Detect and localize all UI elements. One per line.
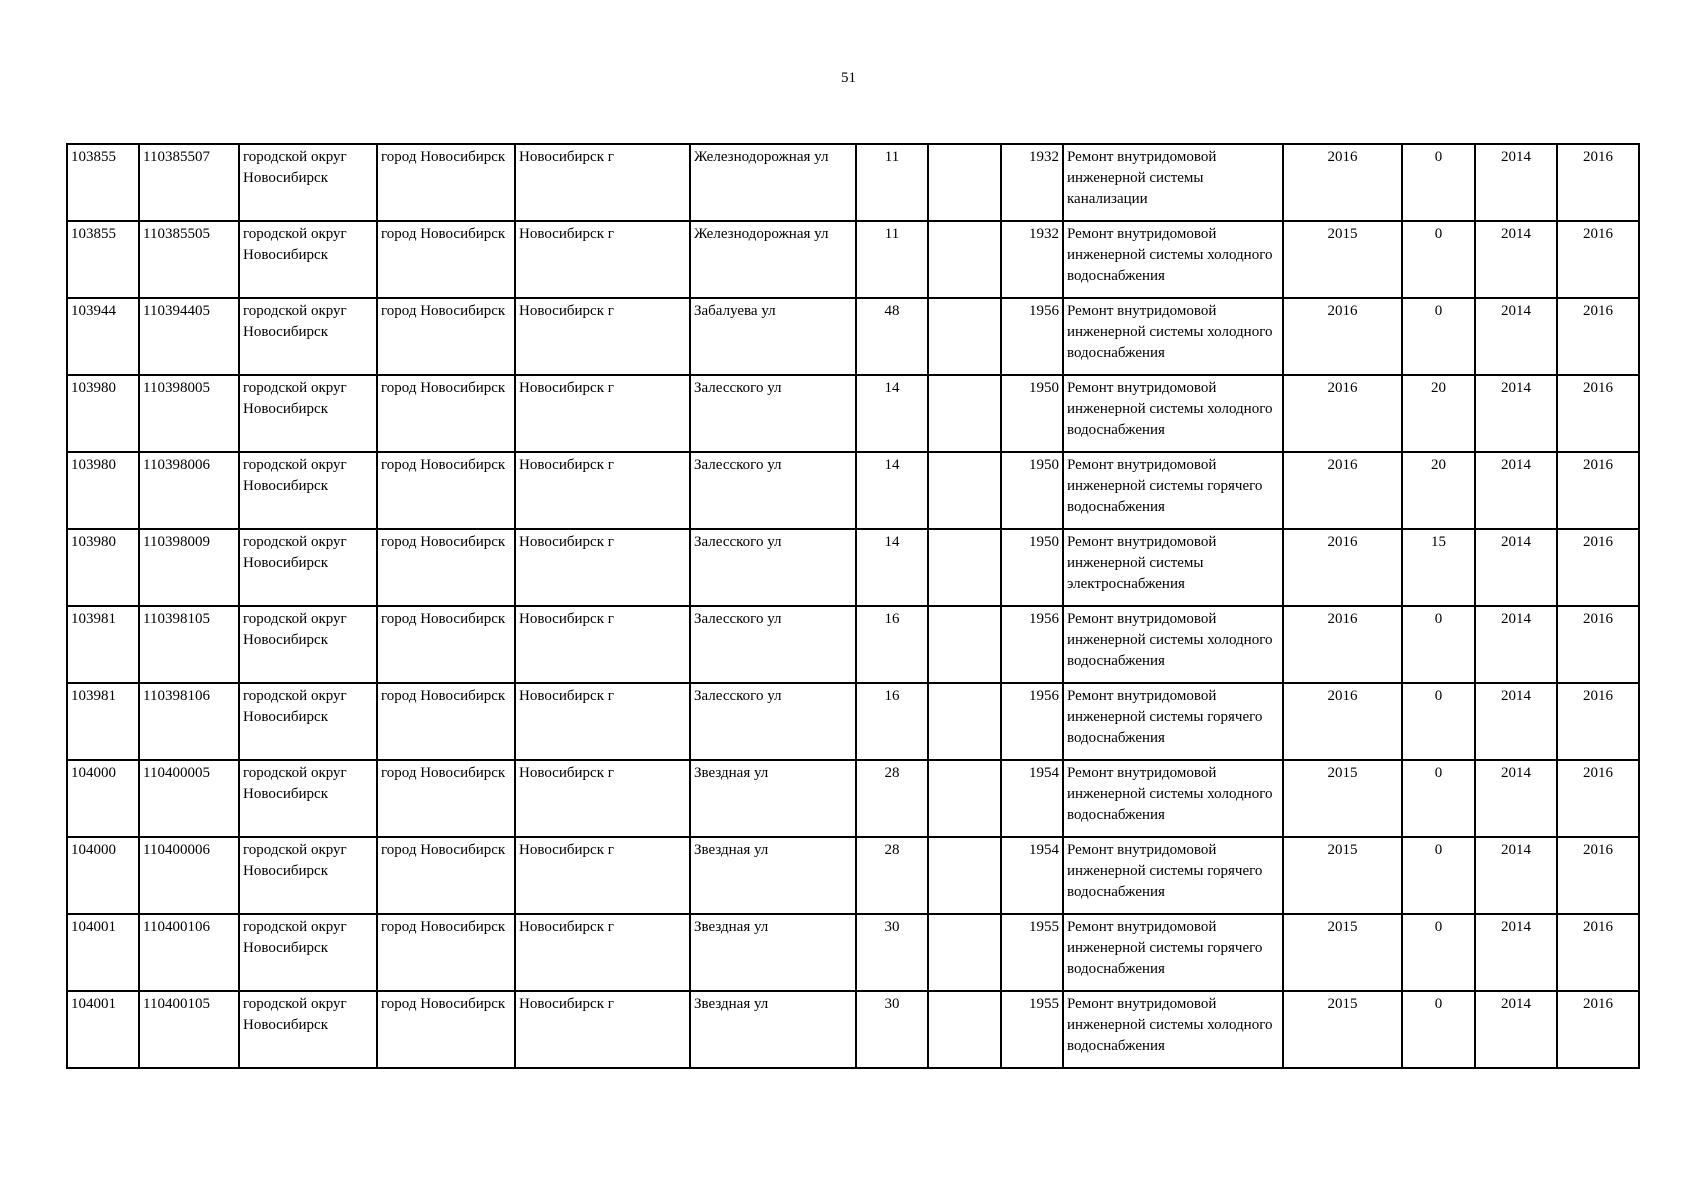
- table-row: [67, 298, 1639, 375]
- street-cell: Залесского ул: [690, 452, 856, 529]
- street-cell: Залесского ул: [690, 606, 856, 683]
- street-cell: Железнодорожная ул: [690, 221, 856, 298]
- house-number-cell: 14: [856, 375, 928, 452]
- work-type-cell: Ремонт внутридомовой инженерной системы холодного водоснабжения: [1063, 298, 1283, 375]
- house-id-cell: 103855: [67, 221, 139, 298]
- period-start-cell: 2014: [1475, 375, 1557, 452]
- building-corpus-cell: [928, 298, 1001, 375]
- house-id-cell: 103944: [67, 298, 139, 375]
- work-code-cell: 110400106: [139, 914, 239, 991]
- municipal-district-cell: городской округ Новосибирск: [239, 452, 377, 529]
- wear-percent-cell: 0: [1402, 144, 1475, 221]
- construction-year-cell: 1956: [1001, 683, 1063, 760]
- house-number-cell: 16: [856, 683, 928, 760]
- street-cell: Залесского ул: [690, 683, 856, 760]
- house-id-cell: 103981: [67, 683, 139, 760]
- settlement-cell: город Новосибирск: [377, 452, 515, 529]
- work-type-cell: Ремонт внутридомовой инженерной системы холодного водоснабжения: [1063, 221, 1283, 298]
- building-corpus-cell: [928, 991, 1001, 1068]
- building-corpus-cell: [928, 760, 1001, 837]
- city-cell: Новосибирск г: [515, 529, 690, 606]
- construction-year-cell: 1955: [1001, 991, 1063, 1068]
- planned-year-cell: 2016: [1283, 375, 1402, 452]
- planned-year-cell: 2016: [1283, 683, 1402, 760]
- street-cell: Железнодорожная ул: [690, 144, 856, 221]
- house-number-cell: 28: [856, 760, 928, 837]
- city-cell: Новосибирск г: [515, 144, 690, 221]
- building-corpus-cell: [928, 837, 1001, 914]
- period-start-cell: 2014: [1475, 914, 1557, 991]
- building-corpus-cell: [928, 144, 1001, 221]
- construction-year-cell: 1956: [1001, 606, 1063, 683]
- planned-year-cell: 2016: [1283, 144, 1402, 221]
- house-id-cell: 103981: [67, 606, 139, 683]
- period-start-cell: 2014: [1475, 144, 1557, 221]
- wear-percent-cell: 0: [1402, 991, 1475, 1068]
- settlement-cell: город Новосибирск: [377, 837, 515, 914]
- work-type-cell: Ремонт внутридомовой инженерной системы горячего водоснабжения: [1063, 914, 1283, 991]
- period-start-cell: 2014: [1475, 606, 1557, 683]
- period-start-cell: 2014: [1475, 683, 1557, 760]
- planned-year-cell: 2015: [1283, 221, 1402, 298]
- house-id-cell: 103980: [67, 529, 139, 606]
- period-start-cell: 2014: [1475, 991, 1557, 1068]
- work-type-cell: Ремонт внутридомовой инженерной системы холодного водоснабжения: [1063, 375, 1283, 452]
- period-start-cell: 2014: [1475, 452, 1557, 529]
- construction-year-cell: 1950: [1001, 452, 1063, 529]
- construction-year-cell: 1954: [1001, 760, 1063, 837]
- period-end-cell: 2016: [1557, 683, 1639, 760]
- period-start-cell: 2014: [1475, 298, 1557, 375]
- building-corpus-cell: [928, 606, 1001, 683]
- period-end-cell: 2016: [1557, 144, 1639, 221]
- table-row: [67, 452, 1639, 529]
- table-row: [67, 991, 1639, 1068]
- house-number-cell: 14: [856, 452, 928, 529]
- table-row: [67, 144, 1639, 221]
- work-code-cell: 110394405: [139, 298, 239, 375]
- municipal-district-cell: городской округ Новосибирск: [239, 298, 377, 375]
- municipal-district-cell: городской округ Новосибирск: [239, 914, 377, 991]
- settlement-cell: город Новосибирск: [377, 298, 515, 375]
- table-row: [67, 914, 1639, 991]
- city-cell: Новосибирск г: [515, 606, 690, 683]
- period-end-cell: 2016: [1557, 760, 1639, 837]
- table-row: [67, 683, 1639, 760]
- work-code-cell: 110400005: [139, 760, 239, 837]
- wear-percent-cell: 0: [1402, 606, 1475, 683]
- house-number-cell: 28: [856, 837, 928, 914]
- period-end-cell: 2016: [1557, 375, 1639, 452]
- street-cell: Звездная ул: [690, 837, 856, 914]
- work-type-cell: Ремонт внутридомовой инженерной системы электроснабжения: [1063, 529, 1283, 606]
- construction-year-cell: 1956: [1001, 298, 1063, 375]
- house-number-cell: 16: [856, 606, 928, 683]
- wear-percent-cell: 0: [1402, 221, 1475, 298]
- table-row: [67, 529, 1639, 606]
- period-end-cell: 2016: [1557, 452, 1639, 529]
- work-code-cell: 110385505: [139, 221, 239, 298]
- work-code-cell: 110398005: [139, 375, 239, 452]
- work-code-cell: 110400105: [139, 991, 239, 1068]
- city-cell: Новосибирск г: [515, 452, 690, 529]
- work-type-cell: Ремонт внутридомовой инженерной системы канализации: [1063, 144, 1283, 221]
- city-cell: Новосибирск г: [515, 760, 690, 837]
- period-end-cell: 2016: [1557, 606, 1639, 683]
- period-end-cell: 2016: [1557, 991, 1639, 1068]
- building-corpus-cell: [928, 375, 1001, 452]
- table-row: [67, 837, 1639, 914]
- house-id-cell: 103855: [67, 144, 139, 221]
- city-cell: Новосибирск г: [515, 221, 690, 298]
- municipal-district-cell: городской округ Новосибирск: [239, 529, 377, 606]
- house-id-cell: 104001: [67, 914, 139, 991]
- planned-year-cell: 2015: [1283, 760, 1402, 837]
- city-cell: Новосибирск г: [515, 298, 690, 375]
- house-id-cell: 103980: [67, 452, 139, 529]
- municipal-district-cell: городской округ Новосибирск: [239, 837, 377, 914]
- table-body: [67, 144, 1639, 1068]
- planned-year-cell: 2016: [1283, 529, 1402, 606]
- settlement-cell: город Новосибирск: [377, 606, 515, 683]
- settlement-cell: город Новосибирск: [377, 375, 515, 452]
- house-id-cell: 104001: [67, 991, 139, 1068]
- construction-year-cell: 1950: [1001, 375, 1063, 452]
- table-row: [67, 760, 1639, 837]
- planned-year-cell: 2016: [1283, 298, 1402, 375]
- municipal-district-cell: городской округ Новосибирск: [239, 221, 377, 298]
- work-code-cell: 110398006: [139, 452, 239, 529]
- city-cell: Новосибирск г: [515, 914, 690, 991]
- house-number-cell: 11: [856, 221, 928, 298]
- period-end-cell: 2016: [1557, 221, 1639, 298]
- work-code-cell: 110385507: [139, 144, 239, 221]
- planned-year-cell: 2015: [1283, 837, 1402, 914]
- street-cell: Звездная ул: [690, 991, 856, 1068]
- construction-year-cell: 1955: [1001, 914, 1063, 991]
- building-corpus-cell: [928, 529, 1001, 606]
- period-end-cell: 2016: [1557, 914, 1639, 991]
- period-end-cell: 2016: [1557, 298, 1639, 375]
- table-row: [67, 606, 1639, 683]
- settlement-cell: город Новосибирск: [377, 914, 515, 991]
- planned-year-cell: 2016: [1283, 606, 1402, 683]
- period-end-cell: 2016: [1557, 837, 1639, 914]
- work-type-cell: Ремонт внутридомовой инженерной системы холодного водоснабжения: [1063, 760, 1283, 837]
- wear-percent-cell: 0: [1402, 298, 1475, 375]
- repair-registry-table: [66, 143, 1640, 1069]
- wear-percent-cell: 15: [1402, 529, 1475, 606]
- wear-percent-cell: 20: [1402, 452, 1475, 529]
- house-id-cell: 104000: [67, 837, 139, 914]
- work-code-cell: 110398106: [139, 683, 239, 760]
- table-row: [67, 221, 1639, 298]
- house-id-cell: 103980: [67, 375, 139, 452]
- settlement-cell: город Новосибирск: [377, 760, 515, 837]
- house-number-cell: 11: [856, 144, 928, 221]
- wear-percent-cell: 20: [1402, 375, 1475, 452]
- settlement-cell: город Новосибирск: [377, 991, 515, 1068]
- work-code-cell: 110400006: [139, 837, 239, 914]
- work-type-cell: Ремонт внутридомовой инженерной системы холодного водоснабжения: [1063, 606, 1283, 683]
- house-number-cell: 30: [856, 991, 928, 1068]
- building-corpus-cell: [928, 452, 1001, 529]
- street-cell: Залесского ул: [690, 375, 856, 452]
- period-start-cell: 2014: [1475, 529, 1557, 606]
- street-cell: Звездная ул: [690, 914, 856, 991]
- municipal-district-cell: городской округ Новосибирск: [239, 991, 377, 1068]
- wear-percent-cell: 0: [1402, 837, 1475, 914]
- street-cell: Забалуева ул: [690, 298, 856, 375]
- page-number: 51: [841, 70, 856, 86]
- work-type-cell: Ремонт внутридомовой инженерной системы горячего водоснабжения: [1063, 683, 1283, 760]
- construction-year-cell: 1950: [1001, 529, 1063, 606]
- period-end-cell: 2016: [1557, 529, 1639, 606]
- settlement-cell: город Новосибирск: [377, 144, 515, 221]
- wear-percent-cell: 0: [1402, 760, 1475, 837]
- building-corpus-cell: [928, 683, 1001, 760]
- street-cell: Залесского ул: [690, 529, 856, 606]
- municipal-district-cell: городской округ Новосибирск: [239, 606, 377, 683]
- building-corpus-cell: [928, 914, 1001, 991]
- period-start-cell: 2014: [1475, 221, 1557, 298]
- street-cell: Звездная ул: [690, 760, 856, 837]
- wear-percent-cell: 0: [1402, 683, 1475, 760]
- house-number-cell: 30: [856, 914, 928, 991]
- settlement-cell: город Новосибирск: [377, 221, 515, 298]
- table-row: [67, 375, 1639, 452]
- wear-percent-cell: 0: [1402, 914, 1475, 991]
- house-id-cell: 104000: [67, 760, 139, 837]
- city-cell: Новосибирск г: [515, 375, 690, 452]
- period-start-cell: 2014: [1475, 837, 1557, 914]
- city-cell: Новосибирск г: [515, 837, 690, 914]
- settlement-cell: город Новосибирск: [377, 529, 515, 606]
- house-number-cell: 48: [856, 298, 928, 375]
- work-code-cell: 110398105: [139, 606, 239, 683]
- construction-year-cell: 1954: [1001, 837, 1063, 914]
- work-code-cell: 110398009: [139, 529, 239, 606]
- work-type-cell: Ремонт внутридомовой инженерной системы горячего водоснабжения: [1063, 452, 1283, 529]
- city-cell: Новосибирск г: [515, 683, 690, 760]
- municipal-district-cell: городской округ Новосибирск: [239, 760, 377, 837]
- building-corpus-cell: [928, 221, 1001, 298]
- work-type-cell: Ремонт внутридомовой инженерной системы холодного водоснабжения: [1063, 991, 1283, 1068]
- municipal-district-cell: городской округ Новосибирск: [239, 683, 377, 760]
- city-cell: Новосибирск г: [515, 991, 690, 1068]
- construction-year-cell: 1932: [1001, 221, 1063, 298]
- municipal-district-cell: городской округ Новосибирск: [239, 144, 377, 221]
- planned-year-cell: 2016: [1283, 452, 1402, 529]
- settlement-cell: город Новосибирск: [377, 683, 515, 760]
- work-type-cell: Ремонт внутридомовой инженерной системы горячего водоснабжения: [1063, 837, 1283, 914]
- municipal-district-cell: городской округ Новосибирск: [239, 375, 377, 452]
- period-start-cell: 2014: [1475, 760, 1557, 837]
- planned-year-cell: 2015: [1283, 991, 1402, 1068]
- construction-year-cell: 1932: [1001, 144, 1063, 221]
- planned-year-cell: 2015: [1283, 914, 1402, 991]
- house-number-cell: 14: [856, 529, 928, 606]
